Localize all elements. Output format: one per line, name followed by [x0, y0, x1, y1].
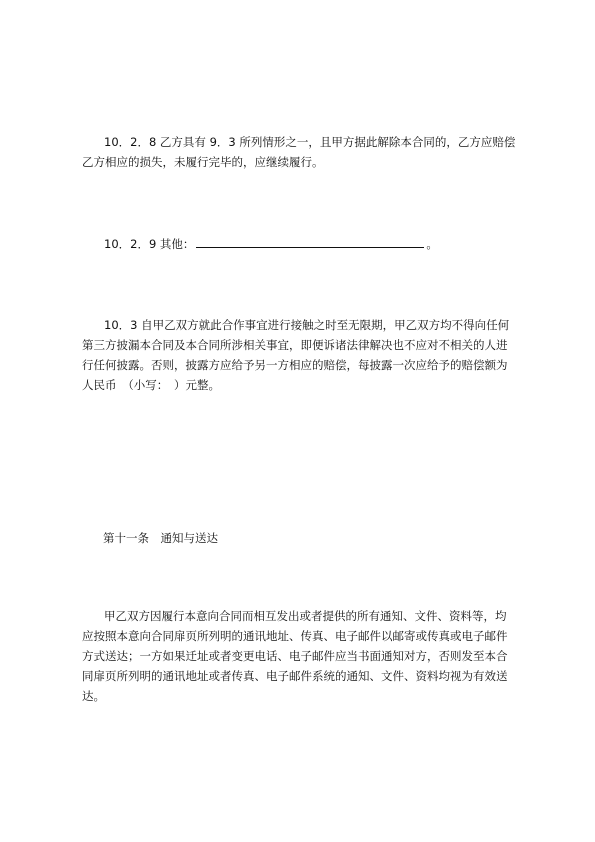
- fill-in-blank-line: [196, 235, 424, 248]
- article-11-line-4: 同扉页所列明的通讯地址或者传真、电子邮件系统的通知、文件、资料均视为有效送: [82, 669, 508, 683]
- clause-10-2-9-line: [82, 234, 527, 254]
- clause-10-2-9-suffix: 。: [426, 237, 438, 251]
- article-11-line-1: 甲乙双方因履行本意向合同而相互发出或者提供的所有通知、文件、资料等，均: [104, 609, 507, 623]
- clause-10-2-9-prefix: 10．2．9 其他：: [104, 237, 195, 251]
- clause-10-3-line-3: 行任何披露。否则，披露方应给予另一方相应的赔偿，每披露一次应给予的赔偿额为: [82, 358, 508, 372]
- article-11-line-5: 达。: [82, 689, 105, 703]
- clause-10-2-9: [82, 234, 527, 254]
- article-11-body: [82, 606, 527, 706]
- article-11-line-2: 应按照本意向合同扉页所列明的通讯地址、传真、电子邮件以邮寄或传真或电子邮件: [82, 629, 508, 643]
- clause-10-2-8: [82, 132, 527, 172]
- clause-10-2-8-line-2: 乙方相应的损失，未履行完毕的，应继续履行。: [82, 155, 324, 169]
- article-11-heading: 第十一条 通知与送达: [103, 531, 218, 545]
- clause-10-3: [82, 315, 527, 395]
- clause-10-2-8-line-1: 10．2．8 乙方具有 9．3 所列情形之一，且甲方据此解除本合同的，乙方应赔偿: [104, 135, 516, 149]
- clause-10-3-line-4: 人民币 （小写： ）元整。: [82, 378, 220, 392]
- article-11-line-3: 方式送达；一方如果迁址或者变更电话、电子邮件应当书面通知对方，否则发至本合: [82, 649, 508, 663]
- clause-10-3-line-1: 10．3 自甲乙双方就此合作事宜进行接触之时至无限期，甲乙双方均不得向任何: [104, 318, 510, 332]
- clause-10-3-line-2: 第三方披漏本合同及本合同所涉相关事宜，即便诉诸法律解决也不应对不相关的人进: [82, 338, 508, 352]
